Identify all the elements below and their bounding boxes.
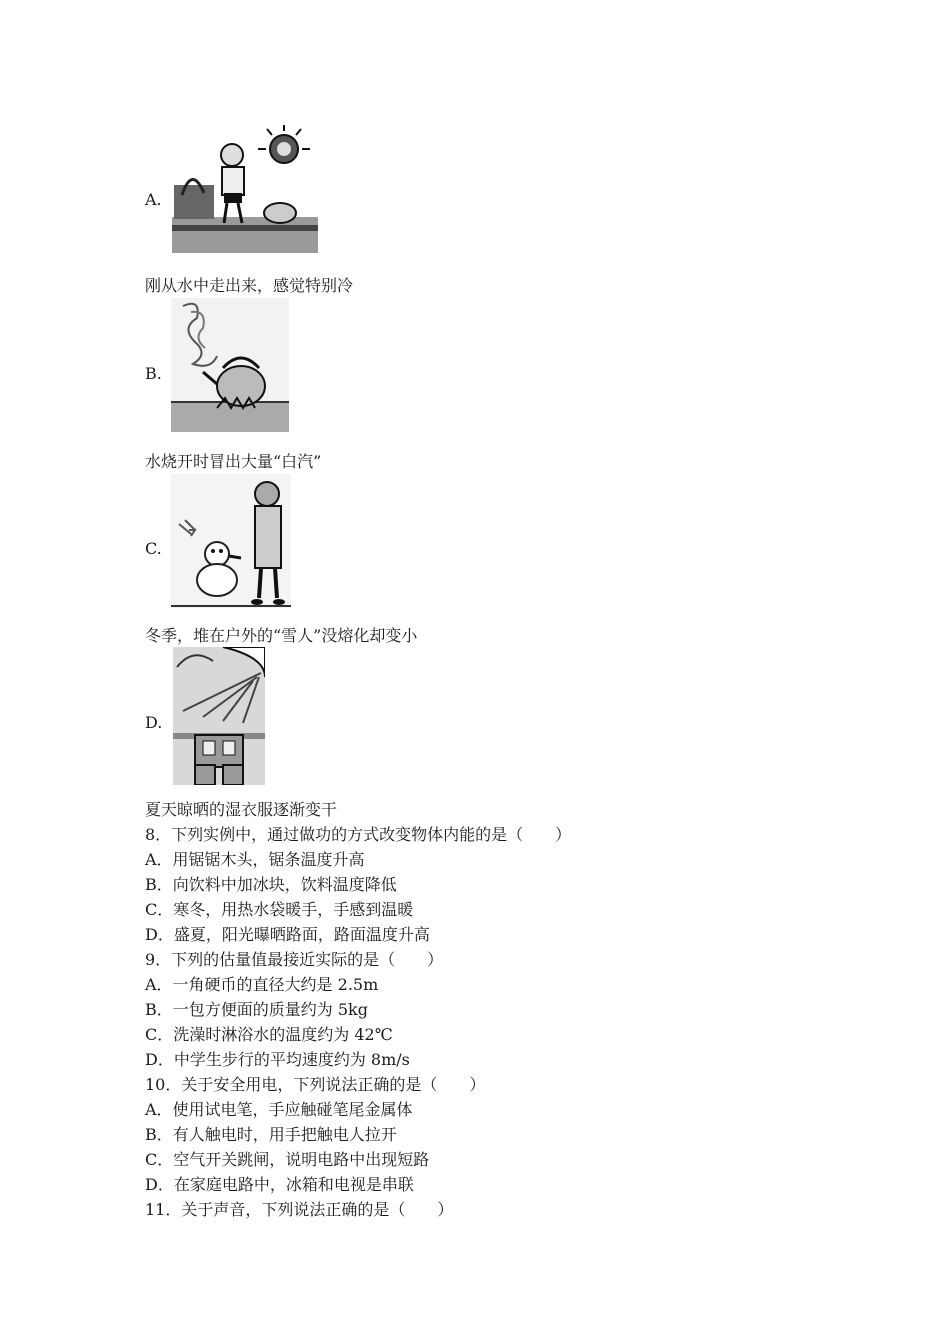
kettle-steam-picture [171,298,289,432]
question-9-option-a: A．一角硬币的直径大约是 2.5m [145,975,379,994]
question-11-stem: 11．关于声音，下列说法正确的是（ ） [145,1200,454,1219]
question-8-option-a: A．用锯锯木头，锯条温度升高 [145,850,365,869]
option-d-caption: 夏天晾晒的湿衣服逐渐变干 [145,800,338,819]
swimmer-cold-picture [172,125,318,261]
question-8-option-d: D．盛夏，阳光曝晒路面，路面温度升高 [145,925,430,944]
option-c-label: C. [145,539,162,558]
option-a-caption: 刚从水中走出来，感觉特别冷 [145,276,354,295]
question-8-option-b: B．向饮料中加冰块，饮料温度降低 [145,875,397,894]
question-9-option-b: B．一包方便面的质量约为 5kg [145,1000,368,1019]
question-8-stem: 8．下列实例中，通过做功的方式改变物体内能的是（ ） [145,825,572,844]
drying-clothes-picture [173,647,265,785]
question-9-stem: 9．下列的估量值最接近实际的是（ ） [145,950,444,969]
question-10-option-c: C．空气开关跳闸，说明电路中出现短路 [145,1150,430,1169]
question-8-option-c: C．寒冬，用热水袋暖手，手感到温暖 [145,900,414,919]
question-10-option-a: A．使用试电笔，手应触碰笔尾金属体 [145,1100,413,1119]
question-10-option-b: B．有人触电时，用手把触电人拉开 [145,1125,397,1144]
option-b-label: B. [145,364,162,383]
option-b-caption: 水烧开时冒出大量“白汽” [145,452,322,471]
question-9-option-c: C．洗澡时淋浴水的温度约为 42℃ [145,1025,393,1044]
question-10-stem: 10．关于安全用电，下列说法正确的是（ ） [145,1075,486,1094]
option-a-label: A. [145,190,162,209]
question-9-option-d: D．中学生步行的平均速度约为 8m/s [145,1050,410,1069]
question-10-option-d: D．在家庭电路中，冰箱和电视是串联 [145,1175,414,1194]
option-c-caption: 冬季，堆在户外的“雪人”没熔化却变小 [145,626,418,645]
snowman-picture [171,474,291,608]
option-d-label: D. [145,713,163,732]
